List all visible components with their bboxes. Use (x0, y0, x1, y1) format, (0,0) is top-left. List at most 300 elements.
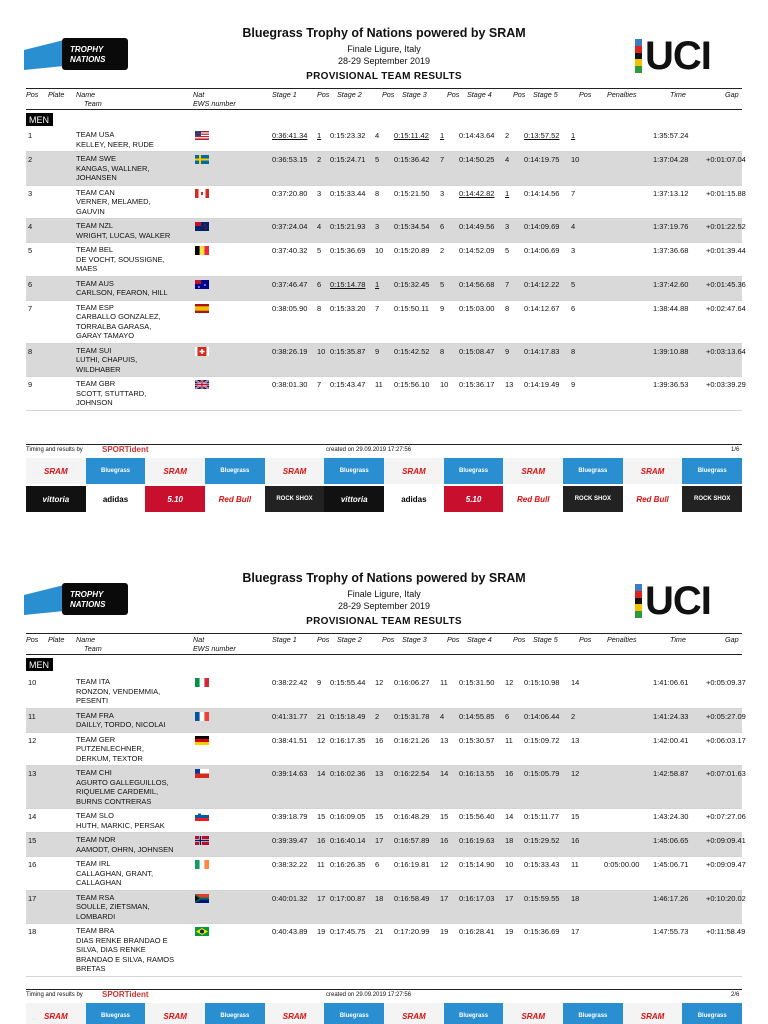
cell-p4: 11 (505, 735, 513, 745)
cell-p2: 5 (375, 155, 380, 164)
rank: 9 (28, 380, 33, 389)
cell-time: 1:37:13.12 (653, 188, 689, 198)
cell-s1: 0:38:22.42 (272, 678, 308, 687)
cell-s1: 0:38:41.51 (272, 735, 308, 745)
svg-text:TROPHY: TROPHY (70, 590, 104, 599)
cell-p2: 15 (375, 812, 384, 821)
cell-s2: 0:15:33.20 (330, 303, 366, 313)
cell-s4: 0:14:56.68 (459, 279, 495, 289)
cell-s5: 0:15:59.55 (524, 893, 560, 903)
cell-s3: 0:16:48.29 (394, 812, 430, 821)
sponsor-logo: vittoria (26, 486, 86, 512)
rank: 13 (28, 769, 37, 778)
cell-time: 1:45:06.71 (653, 860, 689, 869)
cell-p1: 4 (317, 222, 322, 231)
cell-time: 1:39:10.88 (653, 346, 689, 356)
cell-p2: 11 (375, 380, 383, 389)
event-dates: 28-29 September 2019 (337, 601, 431, 611)
team-entry (76, 130, 154, 149)
cell-p4: 14 (505, 812, 514, 821)
rank: 11 (28, 711, 36, 721)
cell-s4: 0:15:31.50 (459, 678, 495, 687)
cell-gap: +0:01:39.44 (706, 246, 746, 255)
cell-p1: 12 (317, 735, 326, 745)
cell-p1: 1 (317, 131, 322, 140)
rider-names: VERNER, MELAMED, (76, 197, 151, 206)
table-row (26, 219, 746, 243)
sponsor-logo: SRAM (163, 466, 187, 476)
team-name: TEAM GER (76, 734, 116, 744)
rider-names: BRETAS (76, 964, 106, 973)
flag-nor-icon (195, 836, 209, 845)
team-entry (76, 735, 144, 764)
cell-p2: 18 (375, 893, 384, 903)
cell-p2: 17 (375, 836, 384, 845)
cell-p5: 6 (571, 303, 576, 313)
cell-s3: 0:15:56.10 (394, 380, 430, 389)
rank: 5 (28, 246, 33, 255)
rider-names: PESENTI (76, 696, 109, 705)
rider-names: PUTZENLECHNER, (76, 744, 144, 753)
sponsor-logo: SRAM (521, 466, 545, 476)
cell-time: 1:46:17.26 (653, 893, 689, 903)
cell-s5: 0:14:09.69 (524, 222, 560, 231)
rank: 12 (28, 735, 37, 745)
rank: 10 (28, 678, 37, 687)
table-header: Pos Plate Name Team Nat EWS number Stage 1 Pos Stage 2 Pos Stage 3 Pos Stage 4 Pos Stage 5 Pos Penalties Time Gap (26, 633, 742, 655)
table-row (26, 891, 746, 925)
sponsor-logo: SRAM (44, 466, 68, 476)
cell-s4: 0:15:14.90 (459, 860, 495, 869)
cell-p3: 2 (440, 246, 445, 255)
cell-p1: 15 (317, 812, 326, 821)
rider-names: KELLEY, NEER, RUDE (76, 139, 154, 149)
cell-gap: +0:01:45.36 (706, 279, 746, 289)
results-page-2 (0, 545, 768, 1024)
cell-s5: 0:14:14.56 (524, 188, 560, 198)
cell-s1: 0:40:43.89 (272, 927, 308, 936)
sponsor-logo: SRAM (282, 1011, 307, 1021)
cell-s1: 0:36:41.34 (272, 131, 308, 140)
cell-p4: 8 (505, 303, 510, 313)
team-name: TEAM RSA (76, 892, 115, 902)
cell-p1: 16 (317, 836, 326, 845)
cell-s5: 0:15:33.43 (524, 860, 560, 869)
cell-p4: 1 (505, 188, 510, 198)
flag-gbr-icon (195, 380, 209, 389)
cell-s3: 0:16:58.49 (394, 893, 430, 903)
sponsor-banner (26, 458, 742, 518)
cell-s1: 0:39:18.79 (272, 812, 308, 821)
cell-p2: 6 (375, 860, 380, 869)
team-entry (76, 677, 160, 706)
sponsor-logo: Red Bull (218, 494, 252, 504)
cell-gap: +0:06:03.17 (706, 735, 746, 745)
flag-rsa-icon (195, 894, 209, 903)
rank: 2 (28, 155, 33, 164)
rider-names: JOHNSON (76, 398, 113, 407)
cell-gap: +0:01:22.52 (706, 222, 746, 231)
team-name: TEAM AUS (76, 278, 114, 288)
cell-s1: 0:37:24.04 (272, 222, 308, 231)
cell-p4: 10 (505, 860, 514, 869)
cell-s1: 0:40:01.32 (272, 893, 308, 903)
cell-time: 1:38:44.88 (653, 303, 689, 313)
svg-text:NATIONS: NATIONS (70, 600, 106, 609)
team-name: TEAM IRL (76, 859, 111, 868)
table-row (26, 186, 746, 220)
rider-names: AAMODT, OHRN, JOHNSEN (76, 844, 174, 854)
cell-s3: 0:16:19.81 (394, 860, 430, 869)
cell-gap: +0:09:09.41 (706, 836, 746, 845)
cell-p1: 9 (317, 678, 322, 687)
cell-p1: 21 (317, 711, 326, 721)
cell-s1: 0:39:39.47 (272, 836, 308, 845)
cell-s1: 0:41:31.77 (272, 711, 308, 721)
cell-s2: 0:15:43.47 (330, 380, 366, 389)
cell-time: 1:42:00.41 (653, 735, 689, 745)
flag-can-icon (195, 189, 209, 198)
team-entry (76, 188, 151, 217)
sponsor-logo: SRAM (282, 466, 307, 476)
cell-p2: 9 (375, 346, 380, 356)
uci-logo: UCI (635, 581, 711, 621)
rider-names: DE VOCHT, SOUSSIGNE, (76, 254, 165, 264)
cell-s4: 0:14:49.56 (459, 222, 495, 231)
cell-gap: +0:03:39.29 (706, 380, 746, 389)
page-footer: Timing and results by SPORTident created on 29.09.2019 17:27:56 2/6 (26, 989, 742, 1000)
rider-names: MAES (76, 264, 98, 273)
flag-ger-icon (195, 736, 209, 745)
cell-s2: 0:16:09.05 (330, 812, 366, 821)
sponsor-logo: SRAM (521, 1011, 545, 1021)
cell-p3: 10 (440, 380, 449, 389)
cell-p2: 1 (375, 279, 380, 289)
team-entry (76, 859, 153, 888)
rank: 16 (28, 860, 37, 869)
rider-names: JOHANSEN (76, 173, 117, 182)
cell-s4: 0:14:52.09 (459, 246, 495, 255)
cell-s5: 0:15:36.69 (524, 927, 560, 936)
cell-p2: 10 (375, 246, 384, 255)
event-title: Bluegrass Trophy of Nations powered by SRAM (242, 571, 526, 585)
cell-p5: 5 (571, 279, 576, 289)
sponsor-logo: Bluegrass (324, 1003, 384, 1024)
cell-s5: 0:14:06.69 (524, 246, 560, 255)
rider-names: AGURTO GALLEGUILLOS, (76, 777, 169, 787)
flag-bra-icon (195, 927, 209, 936)
table-row (26, 243, 746, 277)
team-name: TEAM GBR (76, 379, 116, 388)
cell-s5: 0:15:11.77 (524, 812, 559, 821)
team-entry (76, 893, 150, 922)
cell-p5: 4 (571, 222, 576, 231)
rider-names: SILVA, DIAS RENKE (76, 945, 146, 954)
cell-pen: 0:05:00.00 (604, 860, 640, 869)
cell-s4: 0:16:13.55 (459, 769, 495, 778)
event-title: Bluegrass Trophy of Nations powered by SRAM (242, 26, 526, 40)
sponsor-logo: 5.10 (444, 486, 504, 512)
event-location: Finale Ligure, Italy (347, 44, 421, 54)
cell-p5: 11 (571, 860, 579, 869)
sponsor-logo: SRAM (640, 466, 665, 476)
cell-p2: 4 (375, 131, 380, 140)
cell-p2: 8 (375, 188, 380, 198)
sponsor-logo: adidas (401, 494, 427, 504)
team-entry (76, 926, 174, 974)
cell-p3: 4 (440, 711, 445, 721)
cell-p5: 14 (571, 678, 580, 687)
cell-p2: 12 (375, 678, 384, 687)
cell-s3: 0:15:20.89 (394, 246, 430, 255)
cell-gap: +0:01:15.88 (706, 188, 746, 198)
cell-p3: 5 (440, 279, 445, 289)
cell-s3: 0:15:50.11 (394, 303, 429, 313)
results-table-page-1 (26, 128, 746, 411)
cell-p5: 2 (571, 711, 576, 721)
table-row (26, 277, 746, 301)
sponsor-logo: adidas (102, 494, 129, 504)
sponsor-logo: SRAM (402, 466, 426, 476)
cell-time: 1:39:36.53 (653, 380, 689, 389)
table-row (26, 152, 746, 186)
cell-p1: 5 (317, 246, 322, 255)
cell-p1: 10 (317, 346, 326, 356)
page-footer: Timing and results by SPORTident created on 29.09.2019 17:27:56 1/6 (26, 444, 742, 455)
cell-time: 1:35:57.24 (653, 131, 689, 140)
table-row (26, 709, 746, 733)
cell-p5: 3 (571, 246, 576, 255)
sponsor-logo: ROCK SHOX (682, 486, 742, 512)
cell-p1: 7 (317, 380, 322, 389)
cell-p3: 9 (440, 303, 445, 313)
sponsor-banner (26, 1003, 742, 1024)
rider-names: RIQUELME CARDEMIL, (76, 787, 159, 796)
cell-gap: +0:09:09.47 (706, 860, 746, 869)
rank: 3 (28, 188, 33, 198)
sponsor-logo: Bluegrass (563, 458, 623, 484)
cell-p2: 2 (375, 711, 380, 721)
cell-s5: 0:15:29.52 (524, 836, 560, 845)
cell-time: 1:43:24.30 (653, 812, 689, 821)
cell-p1: 19 (317, 927, 326, 936)
svg-text:NATIONS: NATIONS (70, 55, 106, 64)
flag-esp-icon (195, 304, 209, 313)
flag-fra-icon (195, 712, 209, 721)
cell-s5: 0:14:12.67 (524, 303, 560, 313)
rider-names: GARAY TAMAYO (76, 331, 135, 340)
cell-p4: 12 (505, 678, 514, 687)
cell-s1: 0:37:40.32 (272, 246, 308, 255)
cell-s2: 0:15:35.87 (330, 346, 366, 356)
rank: 7 (28, 303, 33, 313)
cell-s3: 0:15:11.42 (394, 131, 429, 140)
table-row (26, 301, 746, 344)
cell-p1: 3 (317, 188, 322, 198)
cell-s2: 0:15:55.44 (330, 678, 366, 687)
rider-names: DERKUM, TEXTOR (76, 753, 143, 763)
cell-time: 1:41:06.61 (653, 678, 689, 687)
cell-p4: 5 (505, 246, 510, 255)
trophy-of-nations-logo (24, 581, 130, 617)
cell-time: 1:47:55.73 (653, 927, 689, 936)
cell-p3: 8 (440, 346, 445, 356)
team-entry (76, 768, 169, 806)
rider-names: LUTHI, CHAPUIS, (76, 355, 138, 364)
cell-p2: 7 (375, 303, 380, 313)
team-name: TEAM SLO (76, 811, 114, 820)
category-label: MEN (26, 658, 53, 671)
rider-names: SCOTT, STUTTARD, (76, 388, 147, 398)
cell-p5: 12 (571, 769, 580, 778)
rank: 18 (28, 927, 37, 936)
results-title: PROVISIONAL TEAM RESULTS (306, 71, 462, 82)
cell-time: 1:37:36.68 (653, 246, 689, 255)
rider-names: BRANDAO E SILVA, RAMOS (76, 954, 175, 964)
cell-p1: 6 (317, 279, 322, 289)
cell-s4: 0:15:03.00 (459, 303, 495, 313)
cell-s3: 0:16:06.27 (394, 678, 430, 687)
cell-gap: +0:05:27.09 (706, 711, 746, 721)
cell-p2: 21 (375, 927, 384, 936)
cell-p3: 12 (440, 860, 449, 869)
rider-names: CALLAGHAN, GRANT, (76, 868, 154, 878)
cell-gap: +0:10:20.02 (706, 893, 746, 903)
cell-p1: 8 (317, 303, 322, 313)
cell-s2: 0:16:26.35 (330, 860, 366, 869)
cell-p4: 6 (505, 711, 510, 721)
cell-p1: 11 (317, 860, 325, 869)
cell-p3: 14 (440, 769, 449, 778)
sponsor-logo: Red Bull (636, 494, 669, 504)
sponsor-logo: Bluegrass (86, 1003, 146, 1024)
uci-logo: UCI (635, 36, 711, 76)
cell-p5: 16 (571, 836, 580, 845)
sponsor-logo: Bluegrass (324, 458, 384, 484)
sponsor-logo: vittoria (324, 486, 384, 512)
sponsor-logo: SRAM (163, 1011, 187, 1021)
team-entry (76, 346, 137, 375)
cell-p3: 7 (440, 155, 445, 164)
team-name: TEAM BEL (76, 245, 114, 254)
cell-s5: 0:14:17.83 (524, 346, 560, 356)
table-row (26, 833, 746, 857)
cell-s2: 0:17:45.75 (330, 927, 366, 936)
cell-s1: 0:38:05.90 (272, 303, 308, 313)
cell-s4: 0:15:30.57 (459, 735, 495, 745)
cell-s2: 0:15:33.44 (330, 188, 366, 198)
cell-s2: 0:15:21.93 (330, 222, 366, 231)
cell-s5: 0:14:12.22 (524, 279, 560, 289)
team-name: TEAM CAN (76, 187, 115, 197)
cell-s4: 0:14:43.64 (459, 131, 495, 140)
table-row (26, 857, 746, 891)
cell-s1: 0:36:53.15 (272, 155, 308, 164)
cell-p5: 10 (571, 155, 580, 164)
cell-s4: 0:14:42.82 (459, 188, 495, 198)
cell-s3: 0:16:21.26 (394, 735, 430, 745)
rider-names: BURNS CONTRERAS (76, 796, 152, 806)
flag-ita-icon (195, 678, 209, 687)
cell-p1: 14 (317, 769, 326, 778)
cell-p5: 18 (571, 893, 580, 903)
table-row (26, 809, 746, 833)
sponsor-logo: Bluegrass (563, 1003, 623, 1024)
rank: 15 (28, 836, 37, 845)
cell-s3: 0:15:32.45 (394, 279, 430, 289)
cell-p5: 17 (571, 927, 580, 936)
cell-p4: 3 (505, 222, 510, 231)
team-name: TEAM CHI (76, 768, 112, 777)
sponsor-logo: ROCK SHOX (563, 486, 623, 512)
team-name: TEAM ITA (76, 677, 111, 686)
rider-names: CARBALLO GONZALEZ, (76, 312, 161, 321)
table-row (26, 733, 746, 767)
cell-time: 1:37:42.60 (653, 279, 689, 289)
sponsor-logo: Bluegrass (444, 458, 504, 484)
table-row (26, 377, 746, 411)
rider-names: HUTH, MARKIC, PERSAK (76, 820, 165, 830)
cell-p5: 1 (571, 131, 576, 140)
cell-p3: 17 (440, 893, 449, 903)
table-row (26, 766, 746, 809)
team-name: TEAM FRA (76, 710, 114, 720)
sponsor-logo: Bluegrass (682, 458, 742, 484)
team-entry (76, 835, 174, 854)
cell-s4: 0:14:55.85 (459, 711, 495, 721)
flag-aus-icon (195, 280, 209, 289)
flag-sui-icon (195, 347, 209, 356)
rider-names: CALLAGHAN (76, 878, 122, 887)
cell-s5: 0:15:05.79 (524, 769, 560, 778)
cell-p5: 13 (571, 735, 580, 745)
cell-s4: 0:16:17.03 (459, 893, 495, 903)
cell-gap: +0:07:01.63 (706, 769, 746, 778)
rider-names: DIAS RENKE BRANDAO E (76, 935, 168, 945)
rider-names: RONZON, VENDEMMIA, (76, 686, 161, 696)
rider-names: GAUVIN (76, 206, 105, 216)
sponsor-logo: Bluegrass (682, 1003, 742, 1024)
rider-names: KANGAS, WALLNER, (76, 163, 150, 173)
cell-s5: 0:14:19.49 (524, 380, 560, 389)
flag-swe-icon (195, 155, 209, 164)
cell-time: 1:45:06.65 (653, 836, 689, 845)
cell-p5: 8 (571, 346, 576, 356)
cell-time: 1:37:04.28 (653, 155, 689, 164)
team-entry (76, 811, 165, 830)
team-entry (76, 711, 165, 730)
rider-names: DAILLY, TORDO, NICOLAI (76, 720, 166, 729)
cell-s5: 0:15:09.72 (524, 735, 560, 745)
rider-names: WRIGHT, LUCAS, WALKER (76, 230, 171, 240)
team-name: TEAM NZL (76, 221, 114, 230)
rank: 8 (28, 346, 33, 356)
team-name: TEAM SWE (76, 154, 117, 163)
cell-s5: 0:15:10.98 (524, 678, 560, 687)
cell-s2: 0:17:00.87 (330, 893, 366, 903)
cell-s5: 0:14:06.44 (524, 711, 560, 721)
cell-s1: 0:38:01.30 (272, 380, 308, 389)
sponsor-logo: ROCK SHOX (265, 486, 325, 512)
cell-s4: 0:16:19.63 (459, 836, 495, 845)
rank: 14 (28, 812, 37, 821)
cell-time: 1:41:24.33 (653, 711, 689, 721)
team-entry (76, 221, 170, 240)
cell-gap: +0:01:07.04 (706, 155, 746, 164)
cell-s5: 0:13:57.52 (524, 131, 560, 140)
sponsor-logo: SRAM (640, 1011, 665, 1021)
cell-p3: 6 (440, 222, 445, 231)
